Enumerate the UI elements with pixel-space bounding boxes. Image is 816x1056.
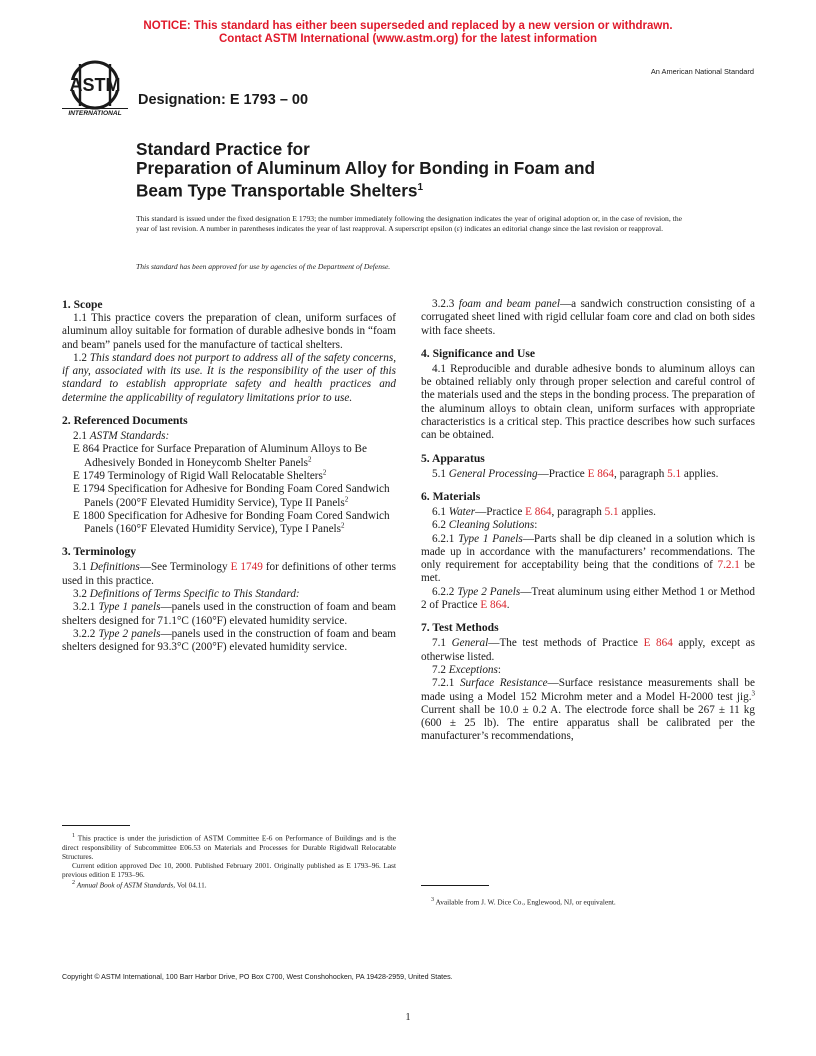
logo-letters: ASTM — [69, 75, 121, 95]
link-5-1[interactable]: 5.1 — [604, 505, 619, 518]
para-3-2-2: 3.2.2 Type 2 panels—panels used in the construction of foam and beam shelters designed for 93.3°C (200°F) elevated humidity service. — [62, 627, 397, 654]
link-e864[interactable]: E 864 — [643, 637, 673, 650]
para-6-2-2: 6.2.2 Type 2 Panels—Treat aluminum using either Method 1 or Method 2 of Practice E 864. — [421, 585, 755, 612]
footnote-3: $^3$ Available from J. W. Dice Co., Englewood, NJ, or equivalent. — [431, 897, 616, 907]
para-5-1: 5.1 General Processing—Practice E 864, paragraph 5.1 applies. — [432, 467, 719, 480]
para-3-2-3: 3.2.3 foam and beam panel—a sandwich construction consisting of a corrugated sheet lined with rigid cellular foam core and clad on both sides with face sheets. — [421, 298, 756, 337]
para-6-2-1: 6.2.1 Type 1 Panels—Parts shall be dip cleaned in a solution which is made up in accordance with the manufacturers’ recommendations. The only requirement for acceptability being that the conditions of 7.2.1 be met. — [421, 532, 755, 585]
copyright-line: Copyright © ASTM International, 100 Barr Harbor Drive, PO Box C700, West Conshohocken, PA 19428-2959, United States. — [62, 973, 453, 981]
designation: Designation: E 1793 – 00 — [138, 92, 309, 108]
reference-item: E 1794 Specification for Adhesive for Bonding Foam Cored Sandwich Panels (200°F Elevated Humidity Service), Type II Panels$^2$ — [73, 483, 390, 509]
section-heading-materials: 6. Materials — [421, 489, 481, 503]
footnote-rule-left — [62, 825, 130, 826]
title-line-2: Preparation of Aluminum Alloy for Bonding in Foam and — [136, 158, 595, 178]
document-title — [136, 140, 696, 201]
notice-line-2: Contact ASTM International (www.astm.org) for the latest information — [218, 33, 598, 45]
title-line-3: Beam Type Transportable Shelters — [136, 180, 418, 201]
link-7-2-1[interactable]: 7.2.1 — [717, 559, 740, 572]
right-column — [421, 298, 755, 744]
section-heading-test-methods: 7. Test Methods — [421, 621, 499, 635]
reference-item: E 1800 Specification for Adhesive for Bonding Foam Cored Sandwich Panels (160°F Elevated Humidity Service), Type I Panels$^2$ — [73, 509, 390, 536]
american-national-standard: An American National Standard — [650, 67, 754, 76]
footnote-rule-right — [421, 885, 489, 886]
section-heading-significance: 4. Significance and Use — [421, 346, 536, 360]
para-7-2-1: 7.2.1 Surface Resistance—Surface resistance measurements shall be made using a Model 152 Microhm meter and a Model H-2000 test jig.$^3$ Current shall be 10.0 ± 0.2 A. The electrode force shall be 267 ± 11 kg (600 ± 25 lb). The entire apparatus shall be calibrated per the manufacturer’s recommendations, — [421, 677, 755, 743]
link-e864[interactable]: E 864 — [480, 599, 507, 612]
para-3-1: 3.1 Definitions—See Terminology E 1749 for definitions of other terms used in this practice. — [62, 561, 396, 587]
para-3-2-1: 3.2.1 Type 1 panels—panels used in the construction of foam and beam shelters designed for 71.1°C (160°F) elevated humidity service. — [62, 601, 397, 627]
notice-line-1: NOTICE: This standard has either been superseded and replaced by a new version or withdrawn. — [143, 20, 673, 32]
reference-item: E 864 Practice for Surface Preparation of Aluminum Alloys to Be Adhesively Bonded in Honeycomb Shelter Panels$^2$ — [73, 443, 367, 469]
section-heading-scope: 1. Scope — [62, 298, 103, 311]
reference-item: E 1749 Terminology of Rigid Wall Relocatable Shelters$^2$ — [73, 468, 327, 482]
link-e864[interactable]: E 864 — [525, 505, 552, 518]
para-7-2: 7.2 Exceptions: — [432, 663, 501, 676]
para-1-1: 1.1 This practice covers the preparation of clean, uniform surfaces of aluminum alloy suitable for formation of durable adhesive bonds in “foam and beam” panels used for the manufacture of tactical shelters. — [62, 312, 396, 351]
section-heading-apparatus: 5. Apparatus — [421, 451, 485, 465]
para-1-2: 1.2 This standard does not purport to address all of the safety concerns, if any, associated with its use. It is the responsibility of the user of this standard to establish appropriate safety and health practices and determine the applicability of regulatory limitations prior to use. — [62, 351, 396, 404]
left-column — [62, 298, 396, 655]
section-heading-referenced-documents: 2. Referenced Documents — [62, 414, 188, 428]
para-2-1: 2.1 ASTM Standards: — [73, 430, 170, 443]
para-3-2: 3.2 Definitions of Terms Specific to This Standard: — [73, 588, 300, 601]
withdrawal-notice — [0, 20, 816, 46]
para-4-1: 4.1 Reproducible and durable adhesive bonds to aluminum alloys can be obtained reliably only through proper selection and careful control of the materials used and the steps in the bonding process. The preparation of the aluminum alloys to obtain clean, uniform surfaces with appropriate characteristics is a critical step. This practice describes how such surfaces can be obtained. — [421, 362, 755, 442]
para-7-1: 7.1 General—The test methods of Practice E 864 apply, except as otherwise listed. — [421, 637, 756, 663]
para-6-1: 6.1 Water—Practice E 864, paragraph 5.1 applies. — [432, 505, 656, 518]
title-footnote-ref[interactable]: 1 — [417, 182, 424, 193]
footnotes-left — [62, 832, 396, 890]
footnote-1-edition: Current edition approved Dec 10, 2000. Published February 2001. Originally published as E 1793–96. Last previous edition E 1793–96. — [62, 861, 396, 880]
link-e864[interactable]: E 864 — [587, 467, 614, 480]
section-heading-terminology: 3. Terminology — [62, 545, 137, 559]
link-e1749[interactable]: E 1749 — [230, 561, 263, 574]
title-line-1: Standard Practice for — [136, 139, 310, 159]
dod-approval-note: This standard has been approved for use by agencies of the Department of Defense. — [136, 262, 391, 271]
para-6-2: 6.2 Cleaning Solutions: — [432, 519, 538, 532]
page-number: 1 — [405, 1012, 411, 1023]
footnote-1: $^1$ This practice is under the jurisdiction of ASTM Committee E-6 on Performance of Buildings and is the direct responsibility of Subcommittee E06.53 on Materials and Processes for Durable Rigidwall Relocatable Structures. — [62, 833, 396, 861]
footnotes-right — [421, 896, 755, 907]
issuance-note: This standard is issued under the fixed designation E 1793; the number immediately following the designation indicates the year of original adoption or, in the case of revision, the year of last revision. A number in parentheses indicates the year of last reapproval. A superscript epsilon (ε) indicates an editorial change since the last revision or reapproval. — [136, 214, 682, 234]
logo-international: INTERNATIONAL — [62, 108, 128, 117]
footnote-2: $^2$ Annual Book of ASTM Standards, Vol 04.11. — [72, 880, 207, 890]
link-5-1[interactable]: 5.1 — [667, 467, 682, 480]
